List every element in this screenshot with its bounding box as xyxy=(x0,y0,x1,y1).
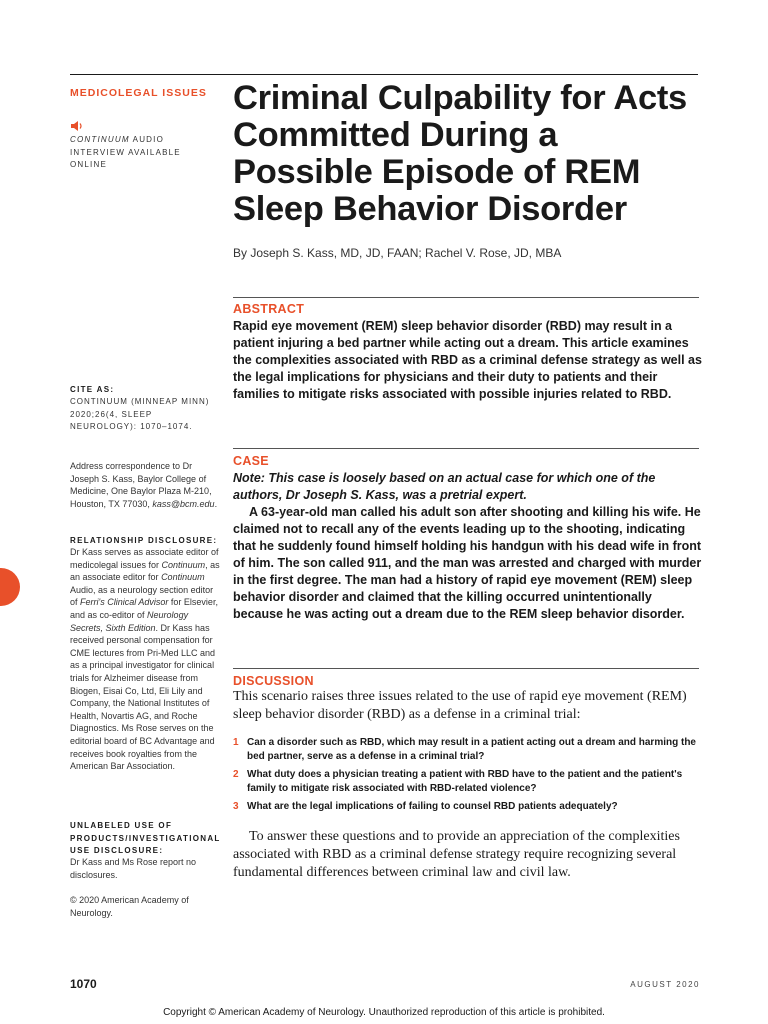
abstract-text: Rapid eye movement (REM) sleep behavior disorder (RBD) may result in a patient injuring a bed partner while acting out a dream. This article examines the complexities associated with RBD as a criminal defense strategy as well as the legal implications for physicians and their duty to patients and their families to mitigate risks associated with possible injuries related to RBD. xyxy=(233,319,702,401)
divider xyxy=(233,668,699,669)
case-note: Note: This case is loosely based on an actual case for which one of the authors, Dr Joseph S. Kass, was a pretrial expert. xyxy=(233,471,656,502)
page-number: 1070 xyxy=(70,977,97,991)
question-number: 2 xyxy=(233,769,239,780)
rel-text-3: Audio, as a neurology section editor of xyxy=(70,584,214,608)
case-heading: CASE xyxy=(233,454,269,468)
discussion-heading: DISCUSSION xyxy=(233,674,314,688)
divider xyxy=(233,448,699,449)
address-correspondence xyxy=(70,460,220,510)
cite-label: CITE AS: xyxy=(70,385,115,394)
divider xyxy=(233,297,699,298)
abstract-heading: ABSTRACT xyxy=(233,302,305,316)
address-end: . xyxy=(214,498,218,509)
issue-date: AUGUST 2020 xyxy=(630,980,700,989)
rel-ferri: Ferri's Clinical Advisor xyxy=(80,597,169,608)
list-item xyxy=(233,736,703,763)
unlabeled-use-label: UNLABELED USE OF PRODUCTS/INVESTIGATIONAL USE DISCLOSURE: xyxy=(70,821,221,855)
section-marker-dot xyxy=(0,568,20,606)
relationship-disclosure-label: RELATIONSHIP DISCLOSURE: xyxy=(70,536,218,545)
rel-secrets: Neurology Secrets, Sixth Edition xyxy=(70,609,189,633)
discussion-answer: To answer these questions and to provide an appreciation of the complexities associated with RBD as a criminal defense strategy require recognizing several fundamental differences between criminal law and civil law. xyxy=(233,829,680,880)
aan-copyright: © 2020 American Academy of Neurology. xyxy=(70,895,189,918)
rel-text-2: , as an associate editor for xyxy=(70,559,220,583)
email-link[interactable]: kass@bcm.edu xyxy=(152,498,215,509)
top-rule xyxy=(70,74,698,75)
audio-journal-name: CONTINUUM xyxy=(70,135,130,144)
question-number: 1 xyxy=(233,737,239,748)
byline: By Joseph S. Kass, MD, JD, FAAN; Rachel V. Rose, JD, MBA xyxy=(233,246,562,260)
question-number: 3 xyxy=(233,801,239,812)
speaker-icon[interactable] xyxy=(70,120,84,132)
case-text: A 63-year-old man called his adult son after shooting and killing his wife. He claimed not to recall any of the events leading up to the shooting, indicating that he suddenly found himself holding his handgun with his dead wife in front of him. The son called 911, and the man was arrested and charged with murder in the first degree. The man had a history of rapid eye movement (REM) sleep behavior disorder and claimed that the killing occurred unintentionally because he was acting out a dream due to the REM sleep behavior disorder. xyxy=(233,505,702,621)
question-list xyxy=(233,736,703,819)
rel-continuum-audio: Continuum xyxy=(161,572,205,583)
list-item xyxy=(233,800,703,814)
relationship-disclosure-text xyxy=(70,546,220,773)
cite-text: CONTINUUM (MINNEAP MINN) 2020;26(4, SLEEP NEUROLOGY): 1070–1074. xyxy=(70,397,210,431)
question-text: What are the legal implications of failing to counsel RBD patients adequately? xyxy=(247,801,618,812)
address-text: Address correspondence to Dr Joseph S. Kass, Baylor College of Medicine, One Baylor Plaza M-210, Houston, TX 77030, xyxy=(70,461,212,509)
rel-continuum: Continuum xyxy=(161,559,206,570)
discussion-intro: This scenario raises three issues related to the use of rapid eye movement (REM) sleep behavior disorder (RBD) as a defense in a criminal trial: xyxy=(233,689,687,722)
question-text: What duty does a physician treating a patient with RBD have to the patient and the patient's family to mitigate risk associated with RBD-related violence? xyxy=(247,769,683,794)
section-tag: MEDICOLEGAL ISSUES xyxy=(70,87,207,99)
rel-text-5: . Dr Kass has received personal compensation for CME lectures from Pri-Med LLC and as a principal investigator for clinical trials for Alzheimer disease from Biogen, Eisai Co, Ltd, Eli Lily and Company, the National Institutes of Health, Novartis AG, and Roche Diagnostics. Ms Rose serves on the editorial board of BC Advantage and receives book royalties from the American Bar Association. xyxy=(70,622,216,772)
copyright-footer: Copyright © American Academy of Neurology. Unauthorized reproduction of this article is prohibited. xyxy=(163,1007,605,1018)
question-text: Can a disorder such as RBD, which may result in a patient acting out a dream and harming the bed partner, serve as a defense in a criminal trial? xyxy=(247,737,696,762)
audio-interview-note[interactable] xyxy=(70,134,210,172)
unlabeled-use-text: Dr Kass and Ms Rose report no disclosures. xyxy=(70,857,197,880)
audio-note-text: AUDIO INTERVIEW AVAILABLE ONLINE xyxy=(70,135,181,169)
rel-text-1: Dr Kass serves as associate editor of medicolegal issues for xyxy=(70,547,219,570)
article-title: Criminal Culpability for Acts Committed During a Possible Episode of REM Sleep Behavior Disorder xyxy=(233,79,687,228)
list-item xyxy=(233,768,703,795)
rel-text-4: for Elsevier, and as co-editor of xyxy=(70,597,218,620)
